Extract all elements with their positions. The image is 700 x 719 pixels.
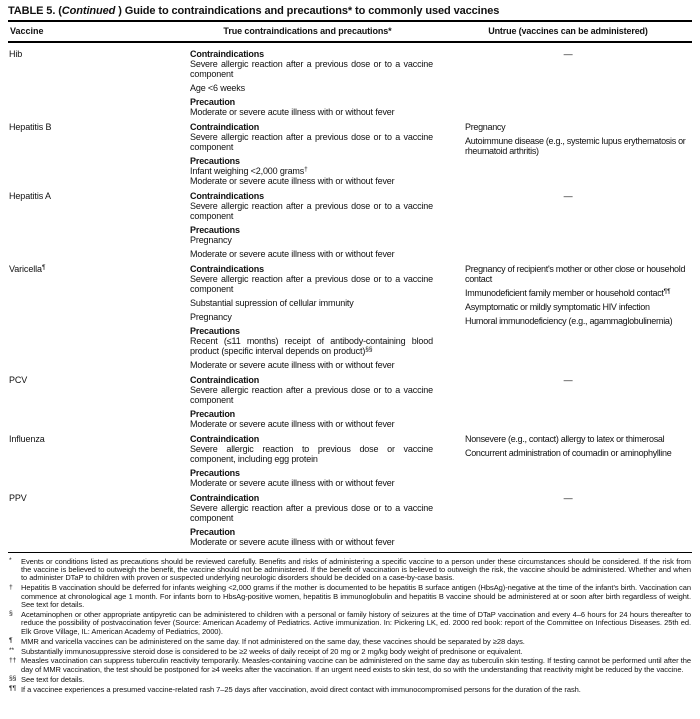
footnote-text: Measles vaccination can suppress tuberculin reactivity temporarily. Measles-containing vaccine can be administered on the same day as tuberculin skin testing. If testing cannot be performed until after the day of MMR vaccination, the test should be postponed for ≥4 weeks after the vaccination. If an urgent need exists to skin test, do so with the understanding that reactivity might be reduced by the vaccine.	[21, 656, 691, 674]
entry-item	[190, 360, 433, 370]
true-contraindications-cell	[190, 375, 465, 429]
untrue-cell	[465, 122, 692, 186]
untrue-cell	[465, 434, 692, 488]
block-heading: Contraindication	[190, 434, 260, 444]
vaccine-label: PCV	[9, 375, 28, 385]
entry-text: Severe allergic reaction after a previous dose or to a vaccine component	[190, 132, 433, 152]
vaccine-label: Influenza	[9, 434, 45, 444]
entry-item	[190, 336, 433, 356]
entry-item	[190, 132, 433, 152]
vaccine-label: Hepatitis A	[9, 191, 51, 201]
entry-item	[190, 249, 433, 259]
entry-item	[190, 419, 433, 429]
untrue-cell	[465, 493, 692, 547]
entry-text: Severe allergic reaction to previous dose or vaccine component, including egg protein	[190, 444, 433, 464]
footnote-text: If a vaccinee experiences a presumed vaccine-related rash 7–25 days after vaccination, avoid direct contact with immunocompromised persons for the duration of the rash.	[21, 684, 581, 694]
footnote-marker-sup: §§	[365, 346, 373, 353]
entry-block	[190, 527, 433, 547]
footnote-text: See text for details.	[21, 674, 85, 684]
entry-item	[190, 59, 433, 79]
table-row	[8, 49, 692, 122]
entry-text: Nonsevere (e.g., contact) allergy to latex or thimerosal	[465, 434, 665, 444]
footnote-text: MMR and varicella vaccines can be administered on the same day. If not administered on the same day, these vaccines should be separated by ≥28 days.	[21, 636, 525, 646]
entry-text: Pregnancy of recipient's mother or other close or household contact	[465, 264, 686, 284]
untrue-item	[465, 434, 690, 444]
footnote	[8, 648, 692, 656]
vaccine-label: PPV	[9, 493, 27, 503]
block-heading: Precaution	[190, 527, 236, 537]
footnote-text: Acetaminophen or other appropriate antipyretic can be administered to children with a personal or family history of seizures at the time of DTaP vaccination and every 4–6 hours for 24 hours thereafter to reduce the possibility of postvaccination fever (Source: American Academy of Pediatrics. Active immunization. In: Pickering LK, ed. 2000 red book: report of the Committee on Infectious Diseases. 25th ed. Elk Grove Village, IL: American Academy of Pediatrics, 2000).	[21, 609, 691, 636]
entry-text: Substantial supression of cellular immunity	[190, 298, 354, 308]
entry-block	[190, 191, 433, 221]
footnote	[8, 657, 692, 674]
entry-item	[190, 166, 433, 176]
table-body	[8, 43, 692, 552]
entry-text: Infant weighing <2,000 grams	[190, 166, 305, 176]
table-title	[8, 5, 692, 17]
untrue-item	[465, 288, 690, 298]
footnote-marker: §§	[9, 675, 17, 683]
entry-item	[190, 176, 433, 186]
block-heading: Contraindication	[190, 375, 260, 385]
entry-block	[190, 375, 433, 405]
table-row	[8, 264, 692, 375]
entry-text: Moderate or severe acute illness with or without fever	[190, 360, 395, 370]
entry-block	[190, 409, 433, 429]
entry-block	[190, 225, 433, 259]
entry-block	[190, 97, 433, 117]
entry-block	[190, 326, 433, 370]
entry-text: Age <6 weeks	[190, 83, 245, 93]
footnotes-section	[8, 553, 692, 696]
untrue-item	[465, 448, 690, 458]
footnote-marker: ¶	[9, 637, 13, 645]
block-heading: Contraindication	[190, 493, 260, 503]
footnote-marker: **	[9, 647, 14, 655]
block-heading: Precautions	[190, 225, 240, 235]
none-dash: —	[563, 375, 573, 385]
entry-item	[190, 312, 433, 322]
footnote-marker: †	[9, 583, 13, 591]
title-prefix: TABLE 5. (	[8, 5, 62, 17]
title-suffix: ) Guide to contraindications and precautions* to commonly used vaccines	[115, 5, 500, 17]
block-heading: Contraindications	[190, 264, 264, 274]
block-heading: Precaution	[190, 409, 236, 419]
entry-text: Concurrent administration of coumadin or aminophylline	[465, 448, 672, 458]
untrue-item	[465, 316, 690, 326]
entry-text: Pregnancy	[190, 312, 232, 322]
column-header-untrue: Untrue (vaccines can be administered)	[488, 26, 648, 36]
entry-text: Autoimmune disease (e.g., systemic lupus erythematosis or rheumatoid arthritis)	[465, 136, 686, 156]
true-contraindications-cell	[190, 191, 465, 259]
entry-text: Asymptomatic or mildly symptomatic HIV infection	[465, 302, 650, 312]
untrue-cell	[465, 49, 692, 117]
block-heading: Contraindications	[190, 49, 264, 59]
entry-block	[190, 468, 433, 488]
vaccine-label: Varicella	[9, 264, 42, 274]
untrue-item	[465, 264, 690, 284]
block-heading: Precaution	[190, 97, 236, 107]
entry-item	[190, 235, 433, 245]
table-row	[8, 375, 692, 434]
entry-item	[190, 274, 433, 294]
footnote	[8, 686, 692, 694]
entry-block	[190, 49, 433, 93]
entry-text: Moderate or severe acute illness with or without fever	[190, 419, 395, 429]
entry-block	[190, 156, 433, 186]
footnote-marker: ¶¶	[9, 685, 16, 693]
entry-text: Moderate or severe acute illness with or without fever	[190, 249, 395, 259]
vaccine-name	[8, 264, 190, 370]
vaccine-name	[8, 434, 190, 488]
entry-item	[190, 537, 433, 547]
true-contraindications-cell	[190, 434, 465, 488]
entry-item	[190, 201, 433, 221]
entry-text: Moderate or severe acute illness with or without fever	[190, 176, 395, 186]
untrue-cell	[465, 264, 692, 370]
entry-text: Moderate or severe acute illness with or without fever	[190, 478, 395, 488]
column-header-true: True contraindications and precautions*	[223, 26, 392, 36]
title-continued: Continued	[61, 5, 116, 17]
footnote	[8, 584, 692, 609]
footnote-marker: ††	[9, 656, 17, 664]
entry-text: Severe allergic reaction after a previous dose or to a vaccine component	[190, 274, 433, 294]
entry-text: Severe allergic reaction after a previous dose or to a vaccine component	[190, 59, 433, 79]
entry-item	[190, 107, 433, 117]
vaccine-label: Hepatitis B	[9, 122, 52, 132]
entry-item	[190, 444, 433, 464]
true-contraindications-cell	[190, 264, 465, 370]
footnote-marker: *	[9, 557, 12, 564]
entry-text: Pregnancy	[465, 122, 506, 132]
entry-text: Severe allergic reaction after a previous dose or to a vaccine component	[190, 503, 433, 523]
none-dash: —	[563, 191, 573, 201]
entry-item	[190, 298, 433, 308]
footnote-marker-sup: ¶	[41, 264, 46, 271]
entry-text: Moderate or severe acute illness with or without fever	[190, 537, 395, 547]
entry-item	[190, 478, 433, 488]
entry-item	[190, 503, 433, 523]
table-row	[8, 191, 692, 264]
entry-text: Recent (≤11 months) receipt of antibody-containing blood product (specific interval depends on product)	[190, 336, 433, 356]
entry-block	[190, 264, 433, 322]
footnote	[8, 638, 692, 646]
entry-block	[190, 434, 433, 464]
block-heading: Precautions	[190, 326, 240, 336]
entry-text: Immunodeficient family member or household contact	[465, 288, 664, 298]
untrue-cell	[465, 375, 692, 429]
block-heading: Precautions	[190, 468, 240, 478]
block-heading: Contraindication	[190, 122, 260, 132]
footnote-text: Events or conditions listed as precautions should be reviewed carefully. Benefits and risks of administering a specific vaccine to a person under these circumstances should be considered. If the risk from the vaccine is believed to outweigh the benefit, the vaccine should not be administered. If the benefit of vaccination is believed to outweigh the risk, the vaccine should be administered. Whether and when to administer DTaP to children with proven or suspected underlying neurologic disorders should be decided on a case-by-case basis.	[21, 556, 691, 583]
footnote-text: Hepatitis B vaccination should be deferred for infants weighing <2,000 grams if the mother is documented to be hepatitis B surface antigen (HbsAg)-negative at the time of the infant's birth. Vaccination can commence at chronological age 1 month. For infants born to HbsAg-positive women, hepatitis B immunoglobulin and hepatitis B vaccine should be administered at or soon after birth regardless of weight. See text for details.	[21, 583, 691, 610]
block-heading: Contraindications	[190, 191, 264, 201]
true-contraindications-cell	[190, 122, 465, 186]
entry-text: Severe allergic reaction after a previous dose or to a vaccine component	[190, 201, 433, 221]
footnote	[8, 611, 692, 636]
vaccine-name	[8, 49, 190, 117]
entry-block	[190, 493, 433, 523]
true-contraindications-cell	[190, 493, 465, 547]
vaccine-name	[8, 493, 190, 547]
vaccine-name	[8, 122, 190, 186]
untrue-item	[465, 122, 690, 132]
none-dash: —	[563, 49, 573, 59]
entry-text: Severe allergic reaction after a previous dose or to a vaccine component	[190, 385, 433, 405]
table-row	[8, 122, 692, 191]
untrue-item	[465, 136, 690, 156]
footnote-marker-sup: †	[304, 166, 308, 173]
entry-text: Moderate or severe acute illness with or without fever	[190, 107, 395, 117]
column-header-vaccine: Vaccine	[10, 26, 44, 36]
untrue-cell	[465, 191, 692, 259]
footnote	[8, 676, 692, 684]
true-contraindications-cell	[190, 49, 465, 117]
footnote-marker: §	[9, 610, 13, 618]
table-row	[8, 493, 692, 552]
block-heading: Precautions	[190, 156, 240, 166]
table-row	[8, 434, 692, 493]
footnote-marker-sup: ¶¶	[663, 288, 671, 295]
none-dash: —	[563, 493, 573, 503]
vaccine-name	[8, 375, 190, 429]
vaccine-name	[8, 191, 190, 259]
entry-item	[190, 385, 433, 405]
footnote-text: Substantially immunosuppressive steroid dose is considered to be ≥2 weeks of daily receipt of 20 mg or 2 mg/kg body weight of prednisone or equivalent.	[21, 646, 523, 656]
entry-item	[190, 83, 433, 93]
vaccine-label: Hib	[9, 49, 23, 59]
footnote	[8, 558, 692, 583]
entry-block	[190, 122, 433, 152]
entry-text: Pregnancy	[190, 235, 232, 245]
column-header-row	[8, 22, 692, 41]
untrue-item	[465, 302, 690, 312]
entry-text: Humoral immunodeficiency (e.g., agammaglobulinemia)	[465, 316, 673, 326]
